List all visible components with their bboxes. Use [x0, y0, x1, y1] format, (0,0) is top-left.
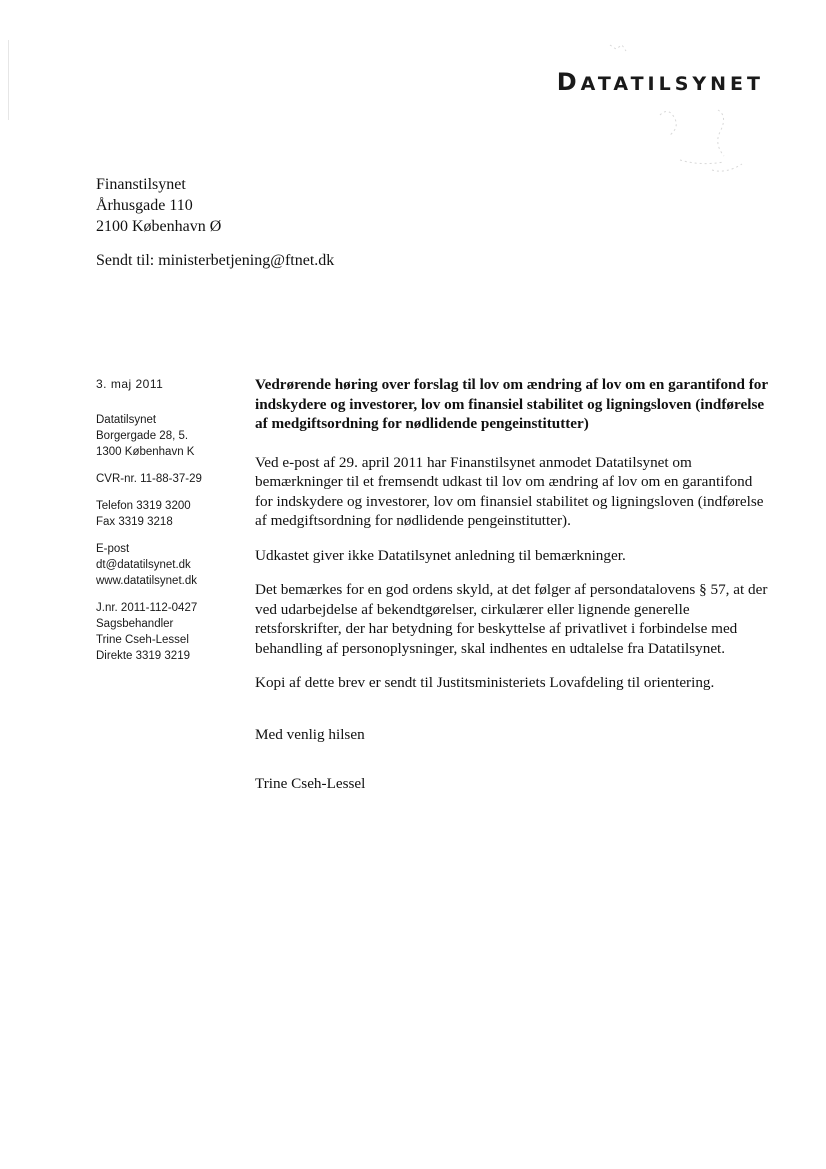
cvr-number: CVR-nr. 11-88-37-29	[96, 473, 202, 485]
datatilsynet-logo: DATATILSYNET	[556, 68, 764, 96]
paragraph-2: Udkastet giver ikke Datatilsynet anledning til bemærkninger.	[255, 546, 626, 564]
direct-phone: Direkte 3319 3219	[96, 650, 190, 662]
sender-sidebar	[96, 376, 246, 675]
letter-body	[255, 375, 773, 794]
letter-date: 3. maj 2011	[96, 377, 164, 391]
recipient-address	[96, 174, 221, 237]
case-handler-label: Sagsbehandler	[96, 618, 174, 630]
journal-number: J.nr. 2011-112-0427	[96, 602, 198, 614]
phone-fax	[96, 498, 246, 530]
sender-name: Datatilsynet	[96, 414, 157, 426]
website: www.datatilsynet.dk	[96, 575, 197, 587]
sender-street: Borgergade 28, 5.	[96, 430, 189, 442]
phone-number: Telefon 3319 3200	[96, 500, 191, 512]
contact-online	[96, 541, 246, 589]
case-handler-name: Trine Cseh-Lessel	[96, 634, 189, 646]
sender-address	[96, 412, 246, 460]
case-info	[96, 600, 246, 664]
paragraph-1: Ved e-post af 29. april 2011 har Finanstilsynet anmodet Datatilsynet om bemærkninger til et fremsendt udkast til lov om ændring af lov om en garantifond for indskydere og investorer, lov om finansiel stabilitet og ligningsloven (indførelse af medgiftsordning for nødlidende pengeinstitutter).	[255, 453, 764, 529]
email-label: E-post	[96, 543, 130, 555]
recipient-city: 2100 København Ø	[96, 218, 222, 235]
sent-to-line: Sendt til: ministerbetjening@ftnet.dk	[96, 252, 335, 269]
faint-stamp-mark	[600, 40, 760, 190]
scan-edge-line	[8, 40, 9, 120]
recipient-name: Finanstilsynet	[96, 176, 186, 193]
email-address: dt@datatilsynet.dk	[96, 559, 191, 571]
closing-greeting: Med venlig hilsen	[255, 725, 365, 743]
fax-number: Fax 3319 3218	[96, 516, 173, 528]
letter-subject: Vedrørende høring over forslag til lov om ændring af lov om en garantifond for indskydere og investorer, lov om finansiel stabilitet og ligningsloven (indførelse af medgiftsordning for nødlidende pengeinstitutter)	[255, 376, 768, 432]
sender-city: 1300 København K	[96, 446, 195, 458]
paragraph-4: Kopi af dette brev er sendt til Justitsministeriets Lovafdeling til orientering.	[255, 674, 715, 691]
signature-name: Trine Cseh-Lessel	[255, 775, 366, 792]
paragraph-3: Det bemærkes for en god ordens skyld, at det følger af persondatalovens § 57, at der ved udarbejdelse af bekendtgørelser, cirkulærer eller lignende generelle retsforskrifter, der har betydning for beskyttelse af privatlivet i forbindelse med behandling af personoplysninger, skal indhentes en udtalelse fra Datatilsynet.	[255, 581, 768, 657]
recipient-street: Århusgade 110	[96, 197, 193, 214]
